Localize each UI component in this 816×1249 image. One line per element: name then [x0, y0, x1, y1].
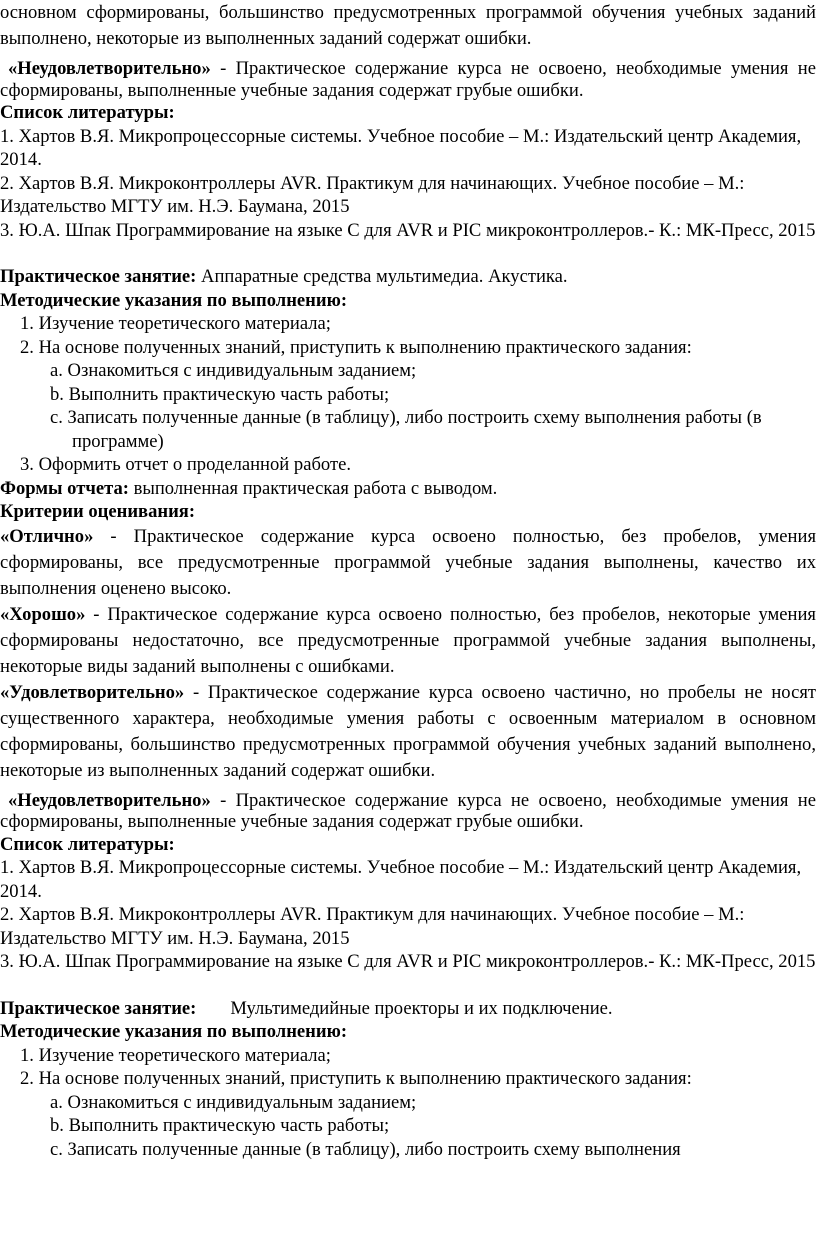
criterion-excellent: «Отлично» - Практическое содержание курса освоено полностью, без пробелов, умения сформированы, все предусмотренные программой учебные задания выполнены, качество их выполнения оценено высоко.: [0, 525, 816, 599]
reference-item: 3. Ю.А. Шпак Программирование на языке С для AVR и PIC микроконтроллеров.- К.: МК-Пресс, 2015: [0, 951, 816, 972]
substep-item: c. Записать полученные данные (в таблицу), либо построить схему выполнения: [50, 1138, 681, 1160]
criterion-satisfactory: «Удовлетворительно» - Практическое содержание курса освоено частично, но пробелы не носят существенного характера, необходимые умения работы с освоенным материалом в основном сформированы, большинство предусмотренных программой обучения учебных заданий выполнено, некоторые из выполненных заданий содержат ошибки.: [0, 681, 816, 781]
step-item: 1. Изучение теоретического материала;: [20, 1044, 331, 1066]
substep-item: c. Записать полученные данные (в таблицу), либо построить схему выполнения работы (в программе): [50, 407, 762, 452]
criterion-unsatisfactory: «Неудовлетворительно» - Практическое содержание курса не освоено, необходимые умения не сформированы, выполненные учебные задания содержат грубые ошибки.: [0, 58, 816, 101]
step-item: 1. Изучение теоретического материала;: [20, 313, 331, 334]
lesson-title: Практическое занятие: Мультимедийные проекторы и их подключение.: [0, 997, 613, 1019]
reference-item: 1. Хартов В.Я. Микропроцессорные системы. Учебное пособие – М.: Издательский центр Академия, 2014.: [0, 125, 802, 170]
references-heading: Список литературы:: [0, 102, 175, 123]
substep-item: a. Ознакомиться с индивидуальным заданием;: [50, 360, 417, 381]
criteria-continuation: основном сформированы, большинство предусмотренных программой обучения учебных заданий выполнено, некоторые из выполненных заданий содержат ошибки.: [0, 2, 816, 49]
substep-item: b. Выполнить практическую часть работы;: [50, 383, 390, 405]
criteria-heading: Критерии оценивания:: [0, 501, 196, 522]
lesson-title: Практическое занятие: Аппаратные средства мультимедиа. Акустика.: [0, 266, 568, 287]
step-item: 2. На основе полученных знаний, приступить к выполнению практического задания:: [20, 1068, 692, 1089]
reference-item: 1. Хартов В.Я. Микропроцессорные системы. Учебное пособие – М.: Издательский центр Академия, 2014.: [0, 857, 802, 902]
reference-item: 2. Хартов В.Я. Микроконтроллеры AVR. Практикум для начинающих. Учебное пособие – М.: Издательство МГТУ им. Н.Э. Баумана, 2015: [0, 904, 745, 949]
criterion-good: «Хорошо» - Практическое содержание курса освоено полностью, без пробелов, некоторые умения сформированы недостаточно, все предусмотренные программой учебные задания выполнены, некоторые виды заданий выполнены с ошибками.: [0, 603, 816, 677]
step-item: 3. Оформить отчет о проделанной работе.: [20, 454, 351, 475]
substep-item: b. Выполнить практическую часть работы;: [50, 1115, 390, 1136]
method-heading: Методические указания по выполнению:: [0, 289, 348, 311]
references-heading: Список литературы:: [0, 833, 175, 855]
reference-item: 2. Хартов В.Я. Микроконтроллеры AVR. Практикум для начинающих. Учебное пособие – М.: Издательство МГТУ им. Н.Э. Баумана, 2015: [0, 172, 745, 217]
step-item: 2. На основе полученных знаний, приступить к выполнению практического задания:: [20, 336, 692, 358]
criterion-unsatisfactory: «Неудовлетворительно» - Практическое содержание курса не освоено, необходимые умения не сформированы, выполненные учебные задания содержат грубые ошибки.: [0, 789, 816, 832]
method-heading: Методические указания по выполнению:: [0, 1021, 348, 1042]
report-form: Формы отчета: выполненная практическая работа с выводом.: [0, 477, 498, 499]
substep-item: a. Ознакомиться с индивидуальным заданием;: [50, 1091, 417, 1113]
reference-item: 3. Ю.А. Шпак Программирование на языке С для AVR и PIC микроконтроллеров.- К.: МК-Пресс, 2015: [0, 219, 816, 241]
